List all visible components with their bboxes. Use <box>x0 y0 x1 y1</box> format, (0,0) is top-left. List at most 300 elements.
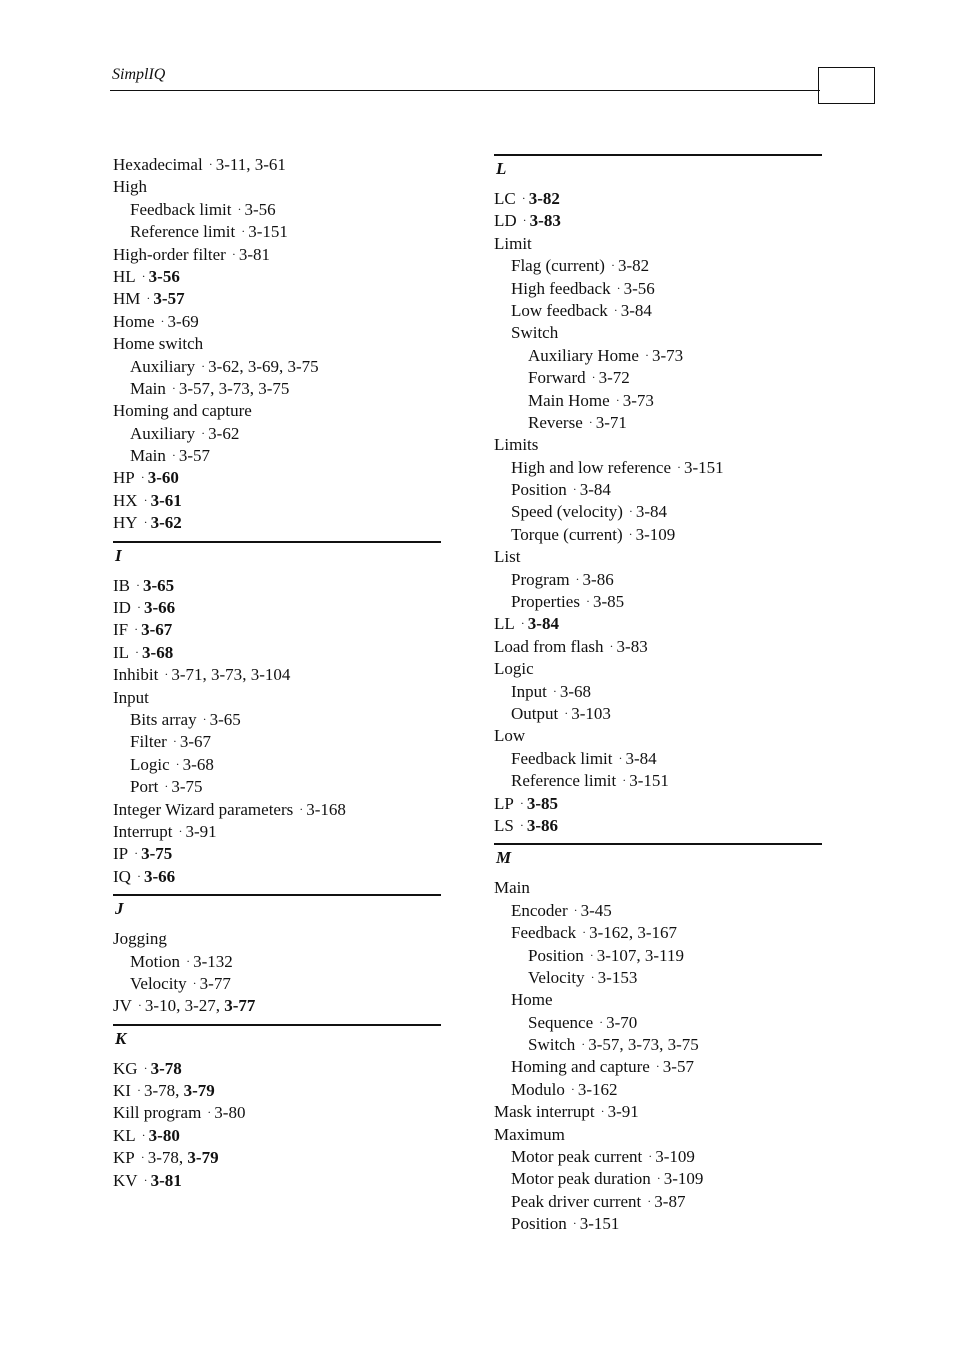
page-reference[interactable]: 3-109 <box>635 524 676 544</box>
page-reference[interactable]: 3-69 <box>167 311 199 331</box>
page-reference[interactable]: 3-67 <box>141 620 173 640</box>
ref-separator-dot: · <box>609 638 614 653</box>
page-reference[interactable]: 3-68 <box>559 681 592 701</box>
index-term: Speed (velocity) <box>511 502 623 522</box>
page-reference[interactable]: 3-66 <box>143 866 176 886</box>
page-references <box>185 822 216 841</box>
ref-separator-dot: · <box>613 302 618 317</box>
index-column-left <box>113 154 441 1192</box>
ref-separator-dot: · <box>134 622 139 637</box>
page-reference[interactable]: 3-75 <box>287 356 319 376</box>
index-entry <box>113 687 441 709</box>
index-entry <box>494 1079 822 1101</box>
index-entry <box>494 900 822 922</box>
page-reference[interactable]: 3-103 <box>571 703 611 723</box>
page-reference[interactable]: 3-75 <box>258 378 290 398</box>
ref-separator-dot: · <box>599 1014 604 1029</box>
index-section-heading: J <box>113 894 441 928</box>
page-reference[interactable]: 3-78 <box>143 1081 176 1101</box>
index-term: List <box>494 547 521 567</box>
ref-separator-dot: · <box>644 347 649 362</box>
page-reference[interactable]: 3-61 <box>254 155 286 174</box>
page-reference[interactable]: 3-109 <box>655 1147 695 1167</box>
index-entry <box>113 512 441 534</box>
ref-separator-dot: · <box>171 380 176 395</box>
index-term: Position <box>528 945 584 965</box>
page-reference[interactable]: 3-70 <box>606 1012 638 1032</box>
page-reference[interactable]: 3-68 <box>182 754 214 774</box>
ref-separator-dot: · <box>520 616 525 631</box>
page-reference[interactable]: 3-75 <box>171 777 203 797</box>
index-term: LD <box>494 211 517 231</box>
page-reference[interactable]: 3-72 <box>598 368 630 388</box>
ref-separator-dot: · <box>192 975 197 990</box>
page-references <box>606 1013 637 1032</box>
page-reference[interactable]: 3-151 <box>684 457 724 477</box>
page-references <box>571 704 611 723</box>
ref-separator-dot: · <box>590 969 595 984</box>
index-entry <box>494 636 822 658</box>
index-term: IF <box>113 620 129 640</box>
index-entry <box>494 434 822 456</box>
page-reference[interactable]: 3-167 <box>637 923 677 943</box>
page-reference[interactable]: 3-79 <box>183 1081 215 1101</box>
index-term: Motor peak current <box>511 1147 643 1167</box>
index-entry <box>494 793 822 815</box>
page-references <box>149 1126 180 1145</box>
page-reference[interactable]: 3-73 <box>218 378 250 398</box>
page-references <box>599 368 630 387</box>
page-reference[interactable]: 3-10 <box>144 996 177 1016</box>
page-reference[interactable]: 3-81 <box>238 244 270 264</box>
page-reference[interactable]: 3-65 <box>209 709 241 729</box>
index-term: High-order filter <box>113 244 226 264</box>
index-term: KP <box>113 1148 135 1168</box>
ref-separator-dot: · <box>143 515 148 530</box>
index-entry <box>494 989 822 1011</box>
index-entry <box>113 973 441 995</box>
page-reference[interactable]: 3-84 <box>625 748 657 768</box>
index-term: KV <box>113 1170 138 1190</box>
ref-separator-dot: · <box>519 795 524 810</box>
ref-separator-dot: · <box>202 711 207 726</box>
page-reference[interactable]: 3-80 <box>148 1125 180 1145</box>
index-entry <box>494 412 822 434</box>
index-entry <box>113 575 441 597</box>
page-references <box>581 901 612 920</box>
ref-separator-dot: · <box>585 594 590 609</box>
page-reference[interactable]: 3-82 <box>528 189 560 208</box>
index-term: Switch <box>528 1035 576 1055</box>
ref-separator-dot: · <box>134 846 139 861</box>
page-references <box>180 732 211 751</box>
page-reference[interactable]: 3-69 <box>247 356 279 376</box>
ref-separator-dot: · <box>136 868 141 883</box>
index-entry <box>494 367 822 389</box>
ref-separator-dot: · <box>589 947 594 962</box>
page-reference[interactable]: 3-153 <box>597 967 638 987</box>
page-reference[interactable]: 3-77 <box>224 996 256 1016</box>
index-term: High and low reference <box>511 457 672 477</box>
index-term: Main <box>130 446 166 466</box>
ref-separator-dot: · <box>164 667 169 682</box>
index-term: Logic <box>130 754 170 774</box>
index-entry <box>494 613 822 635</box>
page-references <box>618 256 649 275</box>
ref-separator-dot: · <box>572 482 577 497</box>
index-entry <box>113 1125 441 1147</box>
index-entry <box>494 546 822 568</box>
index-term: Home <box>511 990 553 1010</box>
page-reference[interactable]: 3-86 <box>582 569 614 589</box>
page-reference[interactable]: 3-85 <box>592 592 625 612</box>
index-term: KG <box>113 1058 138 1078</box>
page-references: 3-10, 3-27, 3-77 <box>144 996 256 1016</box>
index-entry <box>113 288 441 310</box>
ref-separator-dot: · <box>136 1083 141 1098</box>
index-entry <box>494 815 822 837</box>
page-references <box>151 491 182 510</box>
page-reference[interactable]: 3-73 <box>627 1035 660 1055</box>
index-entry <box>494 703 822 725</box>
ref-separator-dot: · <box>588 414 593 429</box>
index-entry <box>494 457 822 479</box>
index-term: ID <box>113 598 131 618</box>
page-references <box>200 974 231 993</box>
index-entry <box>494 255 822 277</box>
index-entry <box>113 176 441 198</box>
index-term: Bits array <box>130 709 197 729</box>
page-references <box>527 816 558 835</box>
page-references <box>151 1059 182 1078</box>
page-reference[interactable]: 3-62 <box>150 513 182 533</box>
page-references <box>664 1169 704 1188</box>
page-reference[interactable]: 3-60 <box>147 468 179 488</box>
page-reference[interactable]: 3-77 <box>199 973 231 993</box>
index-entry <box>113 490 441 512</box>
page-reference[interactable]: 3-82 <box>617 256 650 276</box>
page-references <box>529 189 560 208</box>
page-reference[interactable]: 3-56 <box>623 278 655 298</box>
index-entry <box>113 356 441 378</box>
index-entry <box>113 445 441 467</box>
index-term: Main <box>130 378 166 398</box>
page-references <box>655 1147 695 1166</box>
page-reference[interactable]: 3-66 <box>143 598 176 618</box>
index-term: Maximum <box>494 1124 565 1144</box>
index-term: Kill program <box>113 1103 202 1123</box>
page-references <box>168 312 199 331</box>
ref-separator-dot: · <box>207 1105 212 1120</box>
index-term: HM <box>113 289 141 309</box>
index-term: Peak driver current <box>511 1191 642 1211</box>
index-term: Homing and capture <box>511 1057 650 1077</box>
index-entry <box>494 725 822 747</box>
index-entry <box>494 233 822 255</box>
page-reference[interactable]: 3-71 <box>595 412 627 432</box>
index-term: Port <box>130 777 159 797</box>
index-entry <box>494 322 822 344</box>
page-reference[interactable]: 3-151 <box>579 1214 620 1234</box>
index-entry <box>113 244 441 266</box>
ref-separator-dot: · <box>618 750 623 765</box>
page-references <box>684 458 724 477</box>
index-entry <box>494 345 822 367</box>
ref-separator-dot: · <box>519 817 524 832</box>
page-reference[interactable]: 3-83 <box>616 636 648 656</box>
page-reference[interactable]: 3-68 <box>142 642 174 662</box>
page-reference[interactable]: 3-57 <box>153 289 185 309</box>
page-reference[interactable]: 3-79 <box>187 1148 219 1168</box>
index-term: Auxiliary <box>130 356 196 376</box>
index-entry <box>494 390 822 412</box>
ref-separator-dot: · <box>137 998 142 1013</box>
page-reference[interactable]: 3-56 <box>244 199 276 219</box>
page-reference[interactable]: 3-45 <box>580 900 612 920</box>
index-entry <box>113 731 441 753</box>
index-entry <box>113 221 441 243</box>
index-entry <box>113 266 441 288</box>
ref-separator-dot: · <box>573 902 578 917</box>
ref-separator-dot: · <box>140 470 145 485</box>
ref-separator-dot: · <box>178 823 183 838</box>
page-reference[interactable]: 3-84 <box>527 614 559 634</box>
page-references <box>530 211 561 230</box>
index-term: Velocity <box>130 973 187 993</box>
page-reference[interactable]: 3-86 <box>526 815 559 835</box>
index-term: Reference limit <box>130 222 236 242</box>
index-term: Sequence <box>528 1012 594 1032</box>
index-column-right <box>494 154 822 1236</box>
page-reference[interactable]: 3-91 <box>185 821 217 841</box>
index-term: Input <box>113 687 149 707</box>
page-reference[interactable]: 3-151 <box>629 771 669 791</box>
page-references: 3-57, 3-73, 3-75 <box>588 1035 699 1055</box>
page-references <box>141 844 172 863</box>
page-reference[interactable]: 3-56 <box>148 266 180 286</box>
index-entry <box>113 776 441 798</box>
page-reference[interactable]: 3-75 <box>141 844 173 864</box>
index-entry <box>494 1146 822 1168</box>
ref-separator-dot: · <box>581 1037 586 1052</box>
ref-separator-dot: · <box>522 213 527 228</box>
page-reference[interactable]: 3-57 <box>178 446 211 466</box>
ref-separator-dot: · <box>582 925 587 940</box>
page-reference[interactable]: 3-62 <box>208 356 240 376</box>
index-entry <box>494 681 822 703</box>
page-references <box>193 952 233 971</box>
index-section-heading: I <box>113 541 441 575</box>
page-references: 3-78, 3-79 <box>147 1148 219 1168</box>
page-reference[interactable]: 3-162 <box>589 923 629 943</box>
index-entry <box>113 664 441 686</box>
page-references <box>636 502 667 521</box>
ref-separator-dot: · <box>231 246 236 261</box>
page-reference[interactable]: 3-78 <box>150 1058 182 1078</box>
ref-separator-dot: · <box>656 1171 661 1186</box>
page-references <box>245 200 276 219</box>
index-term: Switch <box>511 323 559 343</box>
index-entry <box>113 311 441 333</box>
index-term: KI <box>113 1081 131 1101</box>
page-references <box>210 710 241 729</box>
page-reference[interactable]: 3-61 <box>150 490 182 510</box>
page-reference[interactable]: 3-104 <box>250 665 291 685</box>
index-entry <box>113 199 441 221</box>
page-reference[interactable]: 3-81 <box>150 1170 182 1190</box>
page-references <box>141 620 172 639</box>
index-entry <box>113 154 441 176</box>
index-term: HP <box>113 468 135 488</box>
page-references <box>626 749 657 768</box>
index-entry <box>494 210 822 232</box>
page-reference[interactable]: 3-71 <box>171 665 203 685</box>
index-term: Low <box>494 726 526 746</box>
ref-separator-dot: · <box>521 191 526 205</box>
index-term: Home <box>113 311 155 331</box>
page-references: 3-11, 3-61 <box>215 155 286 174</box>
page-reference[interactable]: 3-80 <box>214 1103 246 1123</box>
index-entry <box>494 524 822 546</box>
page-references <box>151 1171 182 1190</box>
page-reference[interactable]: 3-57 <box>662 1057 694 1077</box>
index-term: LL <box>494 614 515 634</box>
ref-separator-dot: · <box>140 1150 145 1165</box>
page-number-box <box>818 67 875 104</box>
index-term: Auxiliary Home <box>528 345 639 365</box>
index-entry <box>113 1080 441 1102</box>
page-reference[interactable]: 3-78 <box>147 1148 179 1168</box>
ref-separator-dot: · <box>241 224 246 239</box>
index-section-heading: K <box>113 1024 441 1058</box>
index-entry <box>494 501 822 523</box>
page-reference[interactable]: 3-83 <box>529 211 561 231</box>
index-term: IQ <box>113 866 131 886</box>
page-references <box>208 424 239 443</box>
index-term: Motion <box>130 951 181 971</box>
index-term: Feedback limit <box>511 748 613 768</box>
index-entry <box>494 770 822 792</box>
index-term: HX <box>113 490 138 510</box>
ref-separator-dot: · <box>628 526 633 541</box>
index-term: Limit <box>494 233 532 253</box>
index-entry <box>494 1012 822 1034</box>
ref-separator-dot: · <box>201 358 206 373</box>
page-reference[interactable]: 3-57 <box>588 1035 620 1055</box>
index-term: Auxiliary <box>130 423 196 443</box>
index-entry <box>113 333 441 355</box>
ref-separator-dot: · <box>141 1127 146 1142</box>
index-entry <box>494 967 822 989</box>
index-term: Encoder <box>511 900 568 920</box>
page-references <box>144 867 175 886</box>
index-term: KL <box>113 1125 136 1145</box>
page-reference[interactable]: 3-85 <box>526 793 559 813</box>
page-reference[interactable]: 3-75 <box>667 1035 699 1055</box>
page-reference[interactable]: 3-57 <box>178 378 211 398</box>
page-references <box>580 1214 620 1233</box>
page-reference[interactable]: 3-11 <box>215 155 247 174</box>
index-term: Flag (current) <box>511 256 605 276</box>
page-reference[interactable]: 3-91 <box>607 1102 639 1122</box>
page-references <box>183 755 214 774</box>
ref-separator-dot: · <box>600 1104 605 1119</box>
page-references <box>239 245 270 264</box>
index-entry <box>494 658 822 680</box>
page-reference[interactable]: 3-67 <box>179 732 212 752</box>
page-reference[interactable]: 3-73 <box>622 390 654 410</box>
page-references <box>598 968 638 987</box>
ref-separator-dot: · <box>201 425 206 440</box>
page-references <box>654 1192 685 1211</box>
page-reference[interactable]: 3-65 <box>143 575 175 595</box>
page-reference[interactable]: 3-84 <box>579 480 611 500</box>
page-references <box>248 222 288 241</box>
page-references <box>143 576 174 595</box>
index-term: Forward <box>528 368 586 388</box>
page-reference[interactable]: 3-119 <box>644 945 684 965</box>
running-header-title: SimplIQ <box>112 66 166 83</box>
page-reference[interactable]: 3-109 <box>663 1169 704 1189</box>
index-entry <box>113 843 441 865</box>
page-references <box>149 267 180 286</box>
index-entry <box>494 1213 822 1235</box>
ref-separator-dot: · <box>610 258 615 273</box>
index-term: Main Home <box>528 390 610 410</box>
page-references <box>179 446 210 465</box>
page-reference[interactable]: 3-107 <box>596 945 637 965</box>
index-section-heading: M <box>494 843 822 877</box>
index-term: Mask interrupt <box>494 1102 595 1122</box>
index-term: LP <box>494 793 514 813</box>
index-term: Program <box>511 569 570 589</box>
page-references <box>593 592 624 611</box>
index-term: Homing and capture <box>113 401 252 421</box>
index-entry <box>494 278 822 300</box>
index-entry <box>494 188 822 210</box>
page-reference[interactable]: 3-151 <box>248 222 288 242</box>
page-reference[interactable]: 3-84 <box>635 502 668 522</box>
index-term: Integer Wizard parameters <box>113 799 294 819</box>
index-term: High <box>113 177 147 197</box>
ref-separator-dot: · <box>186 953 191 968</box>
index-term: LC <box>494 189 516 208</box>
ref-separator-dot: · <box>143 1172 148 1187</box>
page-reference[interactable]: 3-162 <box>577 1079 618 1099</box>
page-references <box>596 413 627 432</box>
ref-separator-dot: · <box>237 201 242 216</box>
index-term: Output <box>511 703 559 723</box>
ref-separator-dot: · <box>628 504 633 519</box>
page-reference[interactable]: 3-73 <box>651 345 684 365</box>
page-reference[interactable]: 3-87 <box>654 1191 686 1211</box>
page-reference[interactable]: 3-168 <box>306 799 346 819</box>
page-reference[interactable]: 3-27 <box>184 996 216 1016</box>
index-entry <box>113 799 441 821</box>
index-term: Reference limit <box>511 771 617 791</box>
page-reference[interactable]: 3-62 <box>208 423 240 443</box>
page-reference[interactable]: 3-84 <box>620 300 652 320</box>
page-reference[interactable]: 3-73 <box>211 665 243 685</box>
page-reference[interactable]: 3-132 <box>193 951 233 971</box>
index-entry <box>113 1170 441 1192</box>
index-entry <box>494 591 822 613</box>
index-entry <box>494 1168 822 1190</box>
index-entry <box>494 945 822 967</box>
index-term: IL <box>113 642 130 662</box>
ref-separator-dot: · <box>135 644 140 659</box>
page-references <box>171 777 202 796</box>
